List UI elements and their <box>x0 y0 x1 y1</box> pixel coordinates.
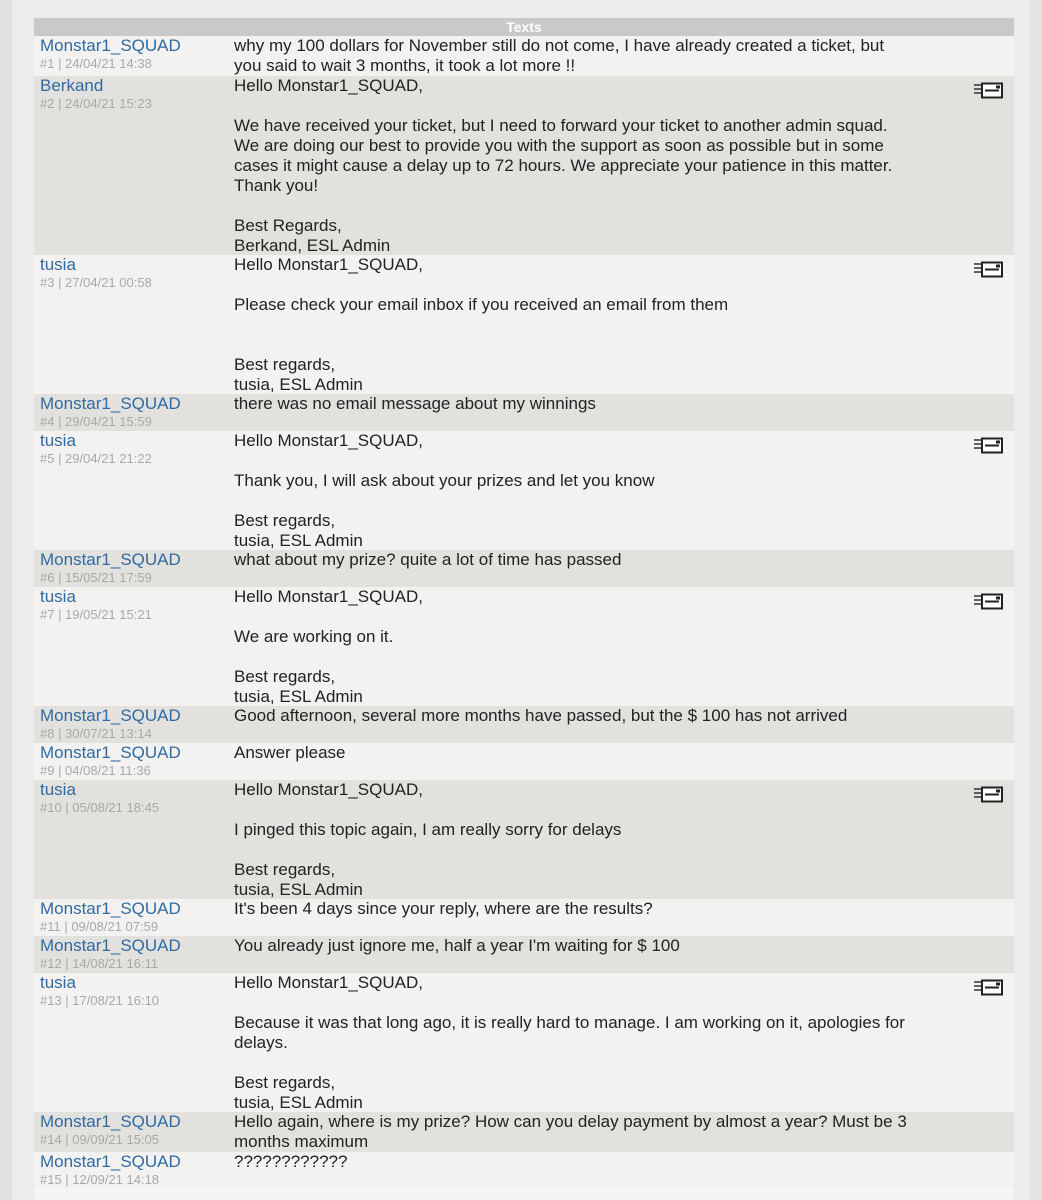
message-row <box>34 899 1014 936</box>
message-author-column <box>34 936 226 973</box>
message-row <box>34 431 1014 550</box>
message-author-column <box>34 743 226 780</box>
message-row <box>34 550 1014 587</box>
author-link[interactable]: tusia <box>40 780 76 799</box>
message-row <box>34 1152 1014 1189</box>
message-meta: #11 | 09/08/21 07:59 <box>40 919 159 934</box>
message-meta: #7 | 19/05/21 15:21 <box>40 607 152 622</box>
message-author-column <box>34 1152 226 1189</box>
message-row <box>34 1112 1014 1152</box>
message-author-column <box>34 706 226 743</box>
page-background-left <box>0 0 12 1200</box>
page-background-right <box>1030 0 1042 1200</box>
message-author-column <box>34 899 226 936</box>
message-row <box>34 394 1014 431</box>
author-link[interactable]: Monstar1_SQUAD <box>40 1152 181 1171</box>
mail-envelope-icon[interactable] <box>974 261 1004 279</box>
message-meta: #14 | 09/09/21 15:05 <box>40 1132 160 1147</box>
message-text: Hello Monstar1_SQUAD, Please check your email inbox if you received an email from them Best regards, tusia, ESL Admin <box>234 255 729 394</box>
message-text: Hello Monstar1_SQUAD, We are working on it. Best regards, tusia, ESL Admin <box>234 587 423 706</box>
message-author-column <box>34 1112 226 1152</box>
message-row <box>34 76 1014 255</box>
message-text: You already just ignore me, half a year I'm waiting for $ 100 <box>234 936 680 955</box>
author-link[interactable]: Berkand <box>40 76 104 95</box>
message-row <box>34 936 1014 973</box>
message-meta: #5 | 29/04/21 21:22 <box>40 451 152 466</box>
message-meta: #13 | 17/08/21 16:10 <box>40 993 160 1008</box>
author-link[interactable]: Monstar1_SQUAD <box>40 36 181 55</box>
message-text: It's been 4 days since your reply, where are the results? <box>234 899 653 918</box>
message-meta: #1 | 24/04/21 14:38 <box>40 56 152 71</box>
message-author-column <box>34 394 226 431</box>
mail-envelope-icon[interactable] <box>974 82 1004 100</box>
message-row <box>34 706 1014 743</box>
message-author-column <box>34 255 226 394</box>
message-text: Hello Monstar1_SQUAD, Thank you, I will ask about your prizes and let you know Best regards, tusia, ESL Admin <box>234 431 655 550</box>
mail-envelope-icon[interactable] <box>974 786 1004 804</box>
message-text: there was no email message about my winnings <box>234 394 596 413</box>
message-meta: #15 | 12/09/21 14:18 <box>40 1172 160 1187</box>
message-text: Good afternoon, several more months have passed, but the $ 100 has not arrived <box>234 706 848 725</box>
mail-envelope-icon[interactable] <box>974 979 1004 997</box>
author-link[interactable]: Monstar1_SQUAD <box>40 394 181 413</box>
message-row <box>34 587 1014 706</box>
message-row <box>34 780 1014 899</box>
message-meta: #4 | 29/04/21 15:59 <box>40 414 152 429</box>
message-text: Answer please <box>234 743 346 762</box>
author-link[interactable]: Monstar1_SQUAD <box>40 706 181 725</box>
mail-envelope-icon[interactable] <box>974 593 1004 611</box>
message-text: Hello again, where is my prize? How can you delay payment by almost a year? Must be 3 months maximum <box>234 1112 912 1151</box>
message-text: ???????????? <box>234 1152 348 1171</box>
message-text: why my 100 dollars for November still do not come, I have already created a ticket, but you said to wait 3 months, it took a lot more !! <box>234 36 889 75</box>
message-meta: #6 | 15/05/21 17:59 <box>40 570 152 585</box>
message-text: Hello Monstar1_SQUAD, Because it was that long ago, it is really hard to manage. I am working on it, apologies for delays. Best regards, tusia, ESL Admin <box>234 973 905 1112</box>
message-author-column <box>34 587 226 706</box>
message-meta: #12 | 14/08/21 16:11 <box>40 956 159 971</box>
author-link[interactable]: Monstar1_SQUAD <box>40 743 181 762</box>
message-author-column <box>34 76 226 255</box>
message-row <box>34 973 1014 1112</box>
message-row <box>34 743 1014 780</box>
message-author-column <box>34 550 226 587</box>
texts-panel <box>34 18 1014 1200</box>
message-meta: #2 | 24/04/21 15:23 <box>40 96 152 111</box>
message-author-column <box>34 431 226 550</box>
message-text: Hello Monstar1_SQUAD, We have received your ticket, but I need to forward your ticket to another admin squad. We are doing our best to provide you with the support as soon as possible but in some cases it might cause a delay up to 72 hours. We appreciate your patience in this matter. Thank you! Best Regards, Berkand, ESL Admin <box>234 76 893 255</box>
message-meta: #10 | 05/08/21 18:45 <box>40 800 160 815</box>
mail-envelope-icon[interactable] <box>974 437 1004 455</box>
author-link[interactable]: Monstar1_SQUAD <box>40 1112 181 1131</box>
message-author-column <box>34 36 226 76</box>
author-link[interactable]: tusia <box>40 431 76 450</box>
message-text: Hello Monstar1_SQUAD, I pinged this topic again, I am really sorry for delays Best regards, tusia, ESL Admin <box>234 780 622 899</box>
message-meta: #8 | 30/07/21 13:14 <box>40 726 152 741</box>
author-link[interactable]: tusia <box>40 587 76 606</box>
message-text: what about my prize? quite a lot of time has passed <box>234 550 622 569</box>
author-link[interactable]: tusia <box>40 255 76 274</box>
message-author-column <box>34 780 226 899</box>
message-row <box>34 255 1014 394</box>
panel-title: Texts <box>34 18 1014 36</box>
message-meta: #3 | 27/04/21 00:58 <box>40 275 152 290</box>
author-link[interactable]: Monstar1_SQUAD <box>40 899 181 918</box>
author-link[interactable]: Monstar1_SQUAD <box>40 936 181 955</box>
message-author-column <box>34 973 226 1112</box>
message-row <box>34 36 1014 76</box>
message-meta: #9 | 04/08/21 11:36 <box>40 763 151 778</box>
author-link[interactable]: tusia <box>40 973 76 992</box>
author-link[interactable]: Monstar1_SQUAD <box>40 550 181 569</box>
message-list <box>34 36 1014 1189</box>
